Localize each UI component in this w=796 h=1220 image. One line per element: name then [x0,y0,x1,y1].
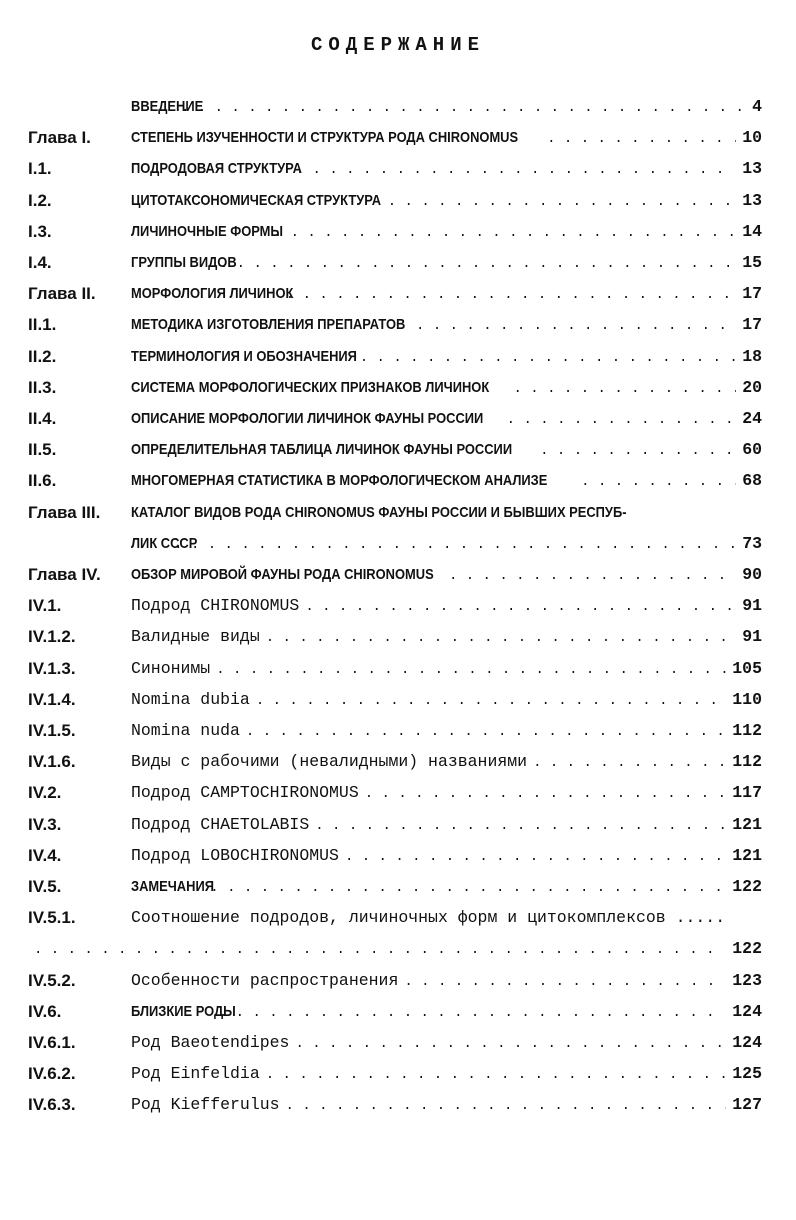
toc-entry [131,778,762,809]
toc-label: Подрод CHIRONOMUS [131,596,300,616]
toc-row [0,654,796,684]
toc-row [0,279,796,309]
toc-entry [131,342,762,373]
toc-row [0,903,796,933]
toc-row [0,778,796,808]
toc-label: ЛИЧИНОЧНЫЕ ФОРМЫ [131,222,284,240]
toc-row [0,186,796,216]
toc-label: СИСТЕМА МОРФОЛОГИЧЕСКИХ ПРИЗНАКОВ ЛИЧИНОК [131,378,490,396]
toc-number: Глава I. [28,128,91,148]
toc-number: IV.2. [28,783,62,803]
toc-row [0,966,796,996]
toc-label: ЦИТОТАКСОНОМИЧЕСКАЯ СТРУКТУРА [131,191,382,209]
toc-leader-dots [181,93,746,123]
toc-entry [131,154,762,185]
toc-row [0,716,796,746]
toc-row [0,747,796,777]
toc-number: Глава III. [28,502,101,522]
toc-leader-dots [533,748,726,778]
toc-leader-dots [194,873,727,903]
toc-entry [131,747,762,778]
toc-page-number: 121 [732,845,762,865]
toc-number: I.2. [28,190,52,210]
toc-number: IV.3. [28,814,62,834]
toc-label: КАТАЛОГ ВИДОВ РОДА CHIRONOMUS ФАУНЫ РОССИИ И БЫВШИХ РЕСПУБ- [131,503,627,521]
toc-page-number: 13 [742,190,762,210]
toc-page-number: 68 [742,471,762,491]
toc-number: IV.4. [28,845,62,865]
toc-page-number: 122 [732,877,762,896]
toc-label: Подрод LOBOCHIRONOMUS [131,845,339,865]
toc-entry [131,966,762,997]
toc-entry [131,404,762,435]
toc-row [0,560,796,590]
toc-page-number: 13 [742,159,762,179]
toc-leader-dots [388,187,736,217]
toc-label: МЕТОДИКА ИЗГОТОВЛЕНИЯ ПРЕПАРАТОВ [131,316,406,334]
toc-page-number: 121 [732,814,762,834]
toc-page-number: 17 [742,315,762,335]
toc-number: IV.1.4. [28,689,76,709]
toc-entry [131,872,762,903]
toc-number: II.6. [28,471,57,491]
toc-entry [131,1090,762,1121]
toc-label: Подрод CAMPTOCHIRONOMUS [131,783,359,803]
toc-entry [131,123,762,154]
toc-entry [131,310,762,341]
toc-page-number: 14 [742,221,762,241]
toc-number: IV.1. [28,596,62,616]
toc-entry [131,810,762,841]
toc-row [0,997,796,1027]
toc-label: СТЕПЕНЬ ИЗУЧЕННОСТИ И СТРУКТУРА РОДА CHIRONOMUS [131,129,519,147]
toc-leader-dots [266,1060,727,1090]
toc-row [0,92,796,122]
toc-leader-dots [246,717,726,747]
toc-number: II.1. [28,315,57,335]
toc-label: ВВЕДЕНИЕ [131,98,204,115]
toc-leader-dots [34,935,726,965]
toc-leader-dots [286,280,736,310]
toc-label: ТЕРМИНОЛОГИЯ И ОБОЗНАЧЕНИЯ [131,347,357,365]
toc-number: IV.1.6. [28,752,76,772]
toc-page-number: 127 [732,1095,762,1115]
toc-leader-dots [286,1091,727,1121]
toc-page-number: 91 [742,627,762,647]
toc-number: IV.6.2. [28,1064,76,1084]
toc-leader-dots [274,218,736,248]
toc-row [0,529,796,559]
toc-leader-dots [365,779,727,809]
toc-leader-dots [540,436,736,466]
toc-entry [131,466,762,497]
toc-number: IV.6.1. [28,1033,76,1052]
toc-label: Род Baeotendipes [131,1033,290,1052]
toc-entry [131,1028,762,1059]
toc-entry [131,685,762,716]
toc-label: Nomina dubia [131,689,250,709]
toc-row [0,310,796,340]
toc-entry [131,217,762,248]
toc-number: Глава IV. [28,565,101,584]
toc-leader-dots [296,155,736,185]
toc-row [0,342,796,372]
toc-number: IV.1.2. [28,627,76,647]
toc-number: Глава II. [28,284,96,304]
toc-entry [131,373,762,404]
toc-entry [131,903,762,933]
toc-entry [131,622,762,653]
toc-entry [131,1059,762,1090]
toc-entry [131,716,762,747]
toc-row [0,1090,796,1120]
toc-number: II.2. [28,346,57,366]
toc-row [0,217,796,247]
toc-label: Виды с рабочими (невалидными) названиями [131,752,528,772]
toc-row [0,934,796,964]
toc-leader-dots [174,530,736,560]
toc-page-number: 73 [742,533,762,553]
toc-number: IV.1.5. [28,721,76,740]
toc-label: ОБЗОР МИРОВОЙ ФАУНЫ РОДА CHIRONOMUS [131,566,434,583]
toc-leader-dots [315,811,726,841]
toc-leader-dots [295,1029,726,1059]
toc-label: Синонимы [131,658,211,678]
toc-leader-dots [449,561,736,591]
toc-number: IV.5.2. [28,970,76,990]
toc-page-number: 10 [742,128,762,148]
toc-row [0,1028,796,1058]
toc-page-number: 110 [732,689,762,709]
toc-entry [131,997,762,1028]
toc-row [0,435,796,465]
toc-leader-dots [216,655,726,685]
toc-label: ПОДРОДОВАЯ СТРУКТУРА [131,160,302,178]
toc-page-number: 17 [742,284,762,304]
toc-number: I.4. [28,253,52,272]
toc-leader-dots [305,592,736,622]
toc-number: II.3. [28,377,57,397]
toc-entry [131,591,762,622]
toc-leader-dots [547,124,736,154]
toc-page-number: 60 [742,440,762,460]
toc-entry [28,934,762,965]
toc-entry [131,279,762,310]
toc-row [0,404,796,434]
toc-number: I.3. [28,221,52,241]
toc-number: IV.6.3. [28,1095,76,1115]
toc-page-number: 122 [732,939,762,959]
toc-leader-dots [219,998,726,1028]
toc-entry [131,498,762,528]
toc-leader-dots [581,467,736,497]
toc-row [0,810,796,840]
toc-page-number: 105 [732,658,762,678]
page-title: СОДЕРЖАНИЕ [310,34,486,56]
toc-number: II.5. [28,440,57,460]
toc-leader-dots [256,686,726,716]
toc-leader-dots [345,842,726,872]
toc-entry [131,186,762,217]
toc-page-number: 112 [732,721,762,740]
toc-label: Особенности распространения [131,970,399,990]
toc-page-number: 123 [732,970,762,990]
toc-row [0,154,796,184]
toc-number: IV.1.3. [28,658,76,678]
toc-label: МОРФОЛОГИЯ ЛИЧИНОК [131,285,294,303]
toc-entry [131,841,762,872]
toc-page-number: 18 [742,346,762,366]
toc-leader-dots [220,249,736,279]
toc-row [0,1059,796,1089]
toc-label: ГРУППЫ ВИДОВ [131,254,237,271]
toc-row [0,685,796,715]
toc-page-number: 112 [732,752,762,772]
toc-entry [131,654,762,685]
toc-leader-dots [514,374,737,404]
toc-number: II.4. [28,409,57,428]
toc-number: IV.5.1. [28,908,76,928]
toc-label: ЗАМЕЧАНИЯ [131,878,214,895]
toc-label: Подрод CHAETOLABIS [131,814,310,834]
toc-page-number: 124 [732,1001,762,1021]
toc-label: ОПРЕДЕЛИТЕЛЬНАЯ ТАБЛИЦА ЛИЧИНОК ФАУНЫ РОССИИ [131,441,513,459]
toc-page-number: 117 [732,783,762,803]
toc-row [0,373,796,403]
toc-row [0,466,796,496]
toc-label: Род Kiefferulus [131,1095,280,1115]
toc-row [0,123,796,153]
toc-entry [131,248,762,279]
toc-page-number: 125 [732,1064,762,1084]
toc-label: ЛИК СССР [131,534,198,552]
toc-label: МНОГОМЕРНАЯ СТАТИСТИКА В МОРФОЛОГИЧЕСКОМ АНАЛИЗЕ [131,472,548,490]
toc-page-number: 124 [732,1033,762,1052]
toc-label: Соотношение подродов, личиночных форм и цитокомплексов ..... [131,908,726,928]
toc-number: IV.5. [28,877,62,896]
toc-entry [131,529,762,560]
toc-page-number: 24 [742,409,762,428]
toc-label: Род Einfeldia [131,1064,260,1084]
toc-row [0,872,796,902]
toc-label: ОПИСАНИЕ МОРФОЛОГИИ ЛИЧИНОК ФАУНЫ РОССИИ [131,410,484,427]
toc-row [0,248,796,278]
toc-entry [131,435,762,466]
toc-row [0,841,796,871]
toc-row [0,498,796,528]
toc-leader-dots [416,311,736,341]
toc-page-number: 15 [742,253,762,272]
toc-leader-dots [404,967,726,997]
toc-number: IV.6. [28,1001,62,1021]
toc-leader-dots [507,405,737,435]
toc-row [0,591,796,621]
toc-entry [131,92,762,123]
toc-row [0,622,796,652]
toc-label: БЛИЗКИЕ РОДЫ [131,1002,236,1020]
toc-number: I.1. [28,159,52,179]
toc-page-number: 20 [742,377,762,397]
toc-entry [131,560,762,591]
toc-page-number: 91 [742,596,762,616]
toc-page-number: 4 [752,97,762,116]
toc-page-number: 90 [742,565,762,584]
toc-leader-dots [360,343,736,373]
toc-label: Nomina nuda [131,721,240,740]
toc-label: Валидные виды [131,627,260,647]
toc-leader-dots [266,623,736,653]
